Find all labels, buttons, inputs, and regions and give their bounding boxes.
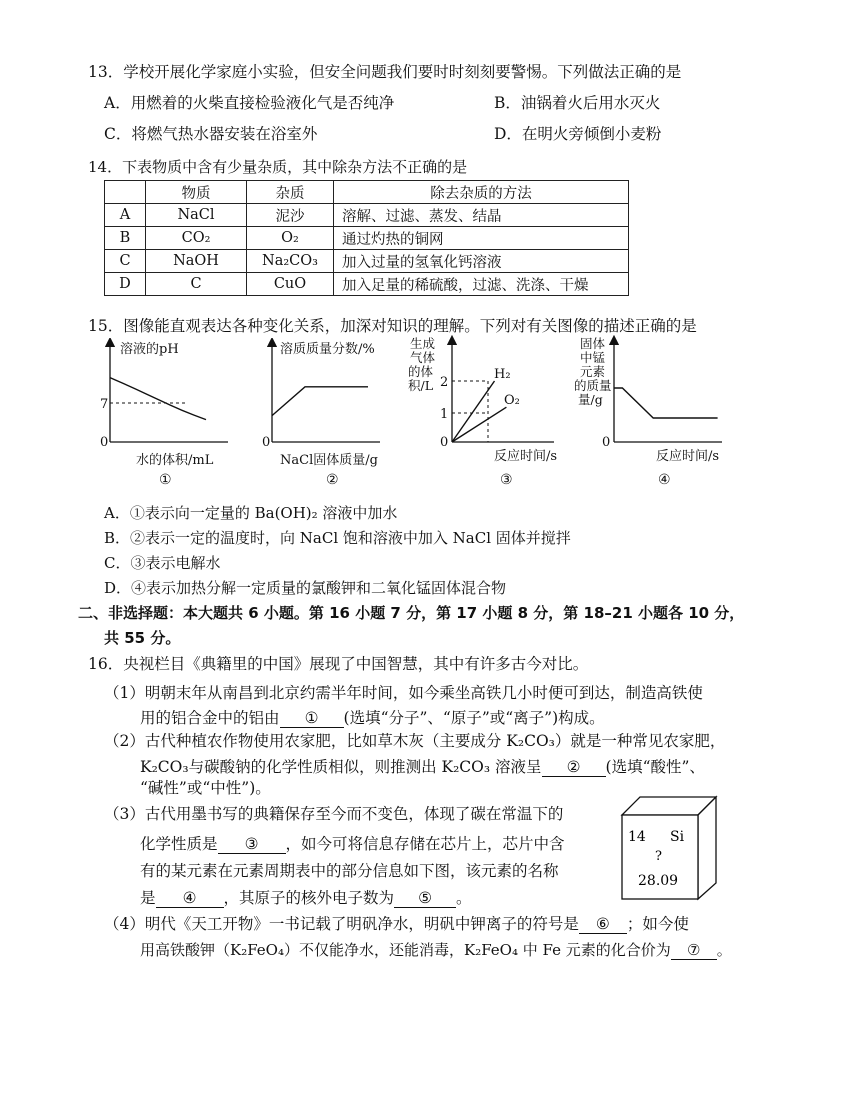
table-header-row	[105, 181, 629, 204]
q15-option-c: C．③表示电解水	[104, 554, 221, 572]
q14-table	[104, 180, 629, 296]
x-axis-label: 反应时间/s	[656, 449, 720, 464]
table-header: 物质	[146, 181, 247, 204]
answer-blank-7[interactable]: ⑦	[671, 941, 717, 960]
series-line	[272, 387, 368, 416]
series-line	[614, 388, 718, 418]
chart-1-svg	[96, 338, 246, 488]
table-cell: NaCl	[146, 204, 247, 227]
answer-blank-6[interactable]: ⑥	[579, 915, 627, 934]
q15-stem: 15．图像能直观表达各种变化关系，加深对知识的理解。下列对有关图像的描述正确的是	[88, 317, 697, 335]
chart-number: ①	[159, 472, 172, 488]
part2-heading: 二、非选择题：本大题共 6 小题。第 16 小题 7 分，第 17 小题 8 分，第 18–21 小题各 10 分，	[78, 604, 745, 622]
q13-option-c: C．将燃气热水器安装在浴室外	[104, 125, 318, 143]
table-row	[105, 204, 629, 227]
chart-2	[262, 338, 402, 492]
atomic-mass: 28.09	[638, 873, 679, 889]
q15-option-a: A．①表示向一定量的 Ba(OH)₂ 溶液中加水	[104, 504, 398, 522]
tick-label: 2	[440, 375, 449, 390]
x-axis-label: 水的体积/mL	[136, 453, 214, 468]
tick-label: 1	[440, 407, 449, 422]
q13-option-d: D．在明火旁倾倒小麦粉	[494, 125, 662, 143]
table-cell: O₂	[247, 227, 334, 250]
table-header: 杂质	[247, 181, 334, 204]
chart-4	[574, 334, 734, 492]
table-cell: B	[105, 227, 146, 250]
x-axis-label: 反应时间/s	[494, 449, 558, 464]
chart-2-svg	[262, 338, 402, 488]
q16-part1-line1: （1）明朝末年从南昌到北京约需半年时间，如今乘坐高铁几小时便可到达，制造高铁使	[104, 684, 703, 702]
atomic-number: 14	[628, 829, 646, 845]
table-cell: 加入足量的稀硫酸，过滤、洗涤、干燥	[334, 273, 629, 296]
element-symbol: Si	[670, 829, 685, 845]
text: (选填“酸性”、	[605, 758, 705, 776]
tick-label: 0	[602, 435, 611, 450]
table-row	[105, 250, 629, 273]
q16-stem: 16．央视栏目《典籍里的中国》展现了中国智慧，其中有许多古今对比。	[88, 655, 589, 673]
y-axis-label: 生成气体的体积/L	[408, 336, 436, 393]
y-axis-label: 溶质质量分数/%	[280, 342, 375, 357]
q13-option-a: A．用燃着的火柴直接检验液化气是否纯净	[104, 94, 395, 112]
chart-number: ③	[500, 472, 513, 488]
part2-heading-cont: 共 55 分。	[104, 629, 181, 647]
chart-3	[408, 334, 568, 492]
table-cell: 泥沙	[247, 204, 334, 227]
tick-label: 0	[262, 435, 271, 450]
y-axis-label: 溶液的pH	[120, 342, 179, 357]
series-line	[110, 378, 206, 420]
text: 。	[456, 889, 472, 907]
text: K₂CO₃与碳酸钠的化学性质相似，则推测出 K₂CO₃ 溶液呈	[140, 758, 542, 776]
table-header	[105, 181, 146, 204]
answer-blank-4[interactable]: ④	[156, 889, 224, 908]
table-cell: Na₂CO₃	[247, 250, 334, 273]
text: ；如今使	[626, 915, 689, 933]
text: 用的铝合金中的铝由	[140, 709, 280, 727]
q13-option-b: B．油锅着火后用水灭火	[494, 94, 661, 112]
table-cell: C	[146, 273, 247, 296]
text: 用高铁酸钾（K₂FeO₄）不仅能净水，还能消毒，K₂FeO₄ 中 Fe 元素的化合价为	[140, 941, 671, 959]
answer-blank-3[interactable]: ③	[218, 835, 286, 854]
series-line-o2	[452, 407, 506, 442]
text: (选填“分子”、“原子”或“离子”)构成。	[343, 709, 605, 727]
table-cell: CO₂	[146, 227, 247, 250]
q16-part2-line3: “碱性”或“中性”)。	[140, 779, 271, 797]
q16-part3-line1: （3）古代用墨书写的典籍保存至今而不变色，体现了碳在常温下的	[104, 805, 564, 823]
text: 化学性质是	[140, 835, 218, 853]
q15-option-b: B．②表示一定的温度时，向 NaCl 饱和溶液中加入 NaCl 固体并搅拌	[104, 529, 571, 547]
chart-4-svg	[574, 334, 734, 488]
q16-part1-line2	[140, 706, 605, 728]
text: （4）明代《天工开物》一书记载了明矾净水，明矾中钾离子的符号是	[104, 915, 579, 933]
table-row	[105, 273, 629, 296]
chart-3-svg	[408, 334, 568, 488]
chart-number: ④	[658, 472, 671, 488]
answer-blank-5[interactable]: ⑤	[394, 889, 456, 908]
answer-blank-1[interactable]: ①	[280, 709, 344, 728]
series-label-o2: O₂	[504, 393, 520, 408]
table-cell: 溶解、过滤、蒸发、结晶	[334, 204, 629, 227]
element-tile	[618, 793, 720, 901]
table-cell: 加入过量的氢氧化钙溶液	[334, 250, 629, 273]
text: 。	[716, 941, 732, 959]
chart-1	[96, 338, 246, 492]
table-cell: CuO	[247, 273, 334, 296]
table-cell: C	[105, 250, 146, 273]
text: 是	[140, 889, 156, 907]
element-cube-svg	[618, 793, 720, 901]
chart-number: ②	[326, 472, 339, 488]
table-cell: A	[105, 204, 146, 227]
table-cell: 通过灼热的铜网	[334, 227, 629, 250]
text: ，如今可将信息存储在芯片上，芯片中含	[285, 835, 565, 853]
q16-part4-line2	[140, 939, 732, 960]
q15-option-d: D．④表示加热分解一定质量的氯酸钾和二氧化锰固体混合物	[104, 579, 507, 597]
q13-stem: 13．学校开展化学家庭小实验，但安全问题我们要时时刻刻要警惕。下列做法正确的是	[88, 63, 682, 81]
tick-label: 0	[100, 435, 109, 450]
table-header: 除去杂质的方法	[334, 181, 629, 204]
q16-part2-line2	[140, 755, 705, 777]
table-cell: NaOH	[146, 250, 247, 273]
y-axis-label: 固体中锰元素的质量量/g	[574, 336, 612, 407]
text: ，其原子的核外电子数为	[223, 889, 395, 907]
q16-part3-line3: 有的某元素在元素周期表中的部分信息如下图，该元素的名称	[140, 862, 559, 880]
x-axis-label: NaCl固体质量/g	[280, 453, 378, 468]
element-name: ?	[655, 849, 662, 864]
tick-label: 7	[100, 397, 109, 412]
table-row	[105, 227, 629, 250]
answer-blank-2[interactable]: ②	[542, 758, 606, 777]
q16-part3-line2	[140, 832, 565, 854]
q16-part4-line1	[104, 912, 689, 934]
table-cell: D	[105, 273, 146, 296]
q14-stem: 14．下表物质中含有少量杂质，其中除杂方法不正确的是	[88, 158, 468, 176]
q16-part2-line1: （2）古代种植农作物使用农家肥，比如草木灰（主要成分 K₂CO₃）就是一种常见农家肥，	[104, 732, 726, 750]
series-label-h2: H₂	[494, 367, 511, 382]
tick-label: 0	[440, 435, 449, 450]
q16-part3-line4	[140, 886, 472, 908]
